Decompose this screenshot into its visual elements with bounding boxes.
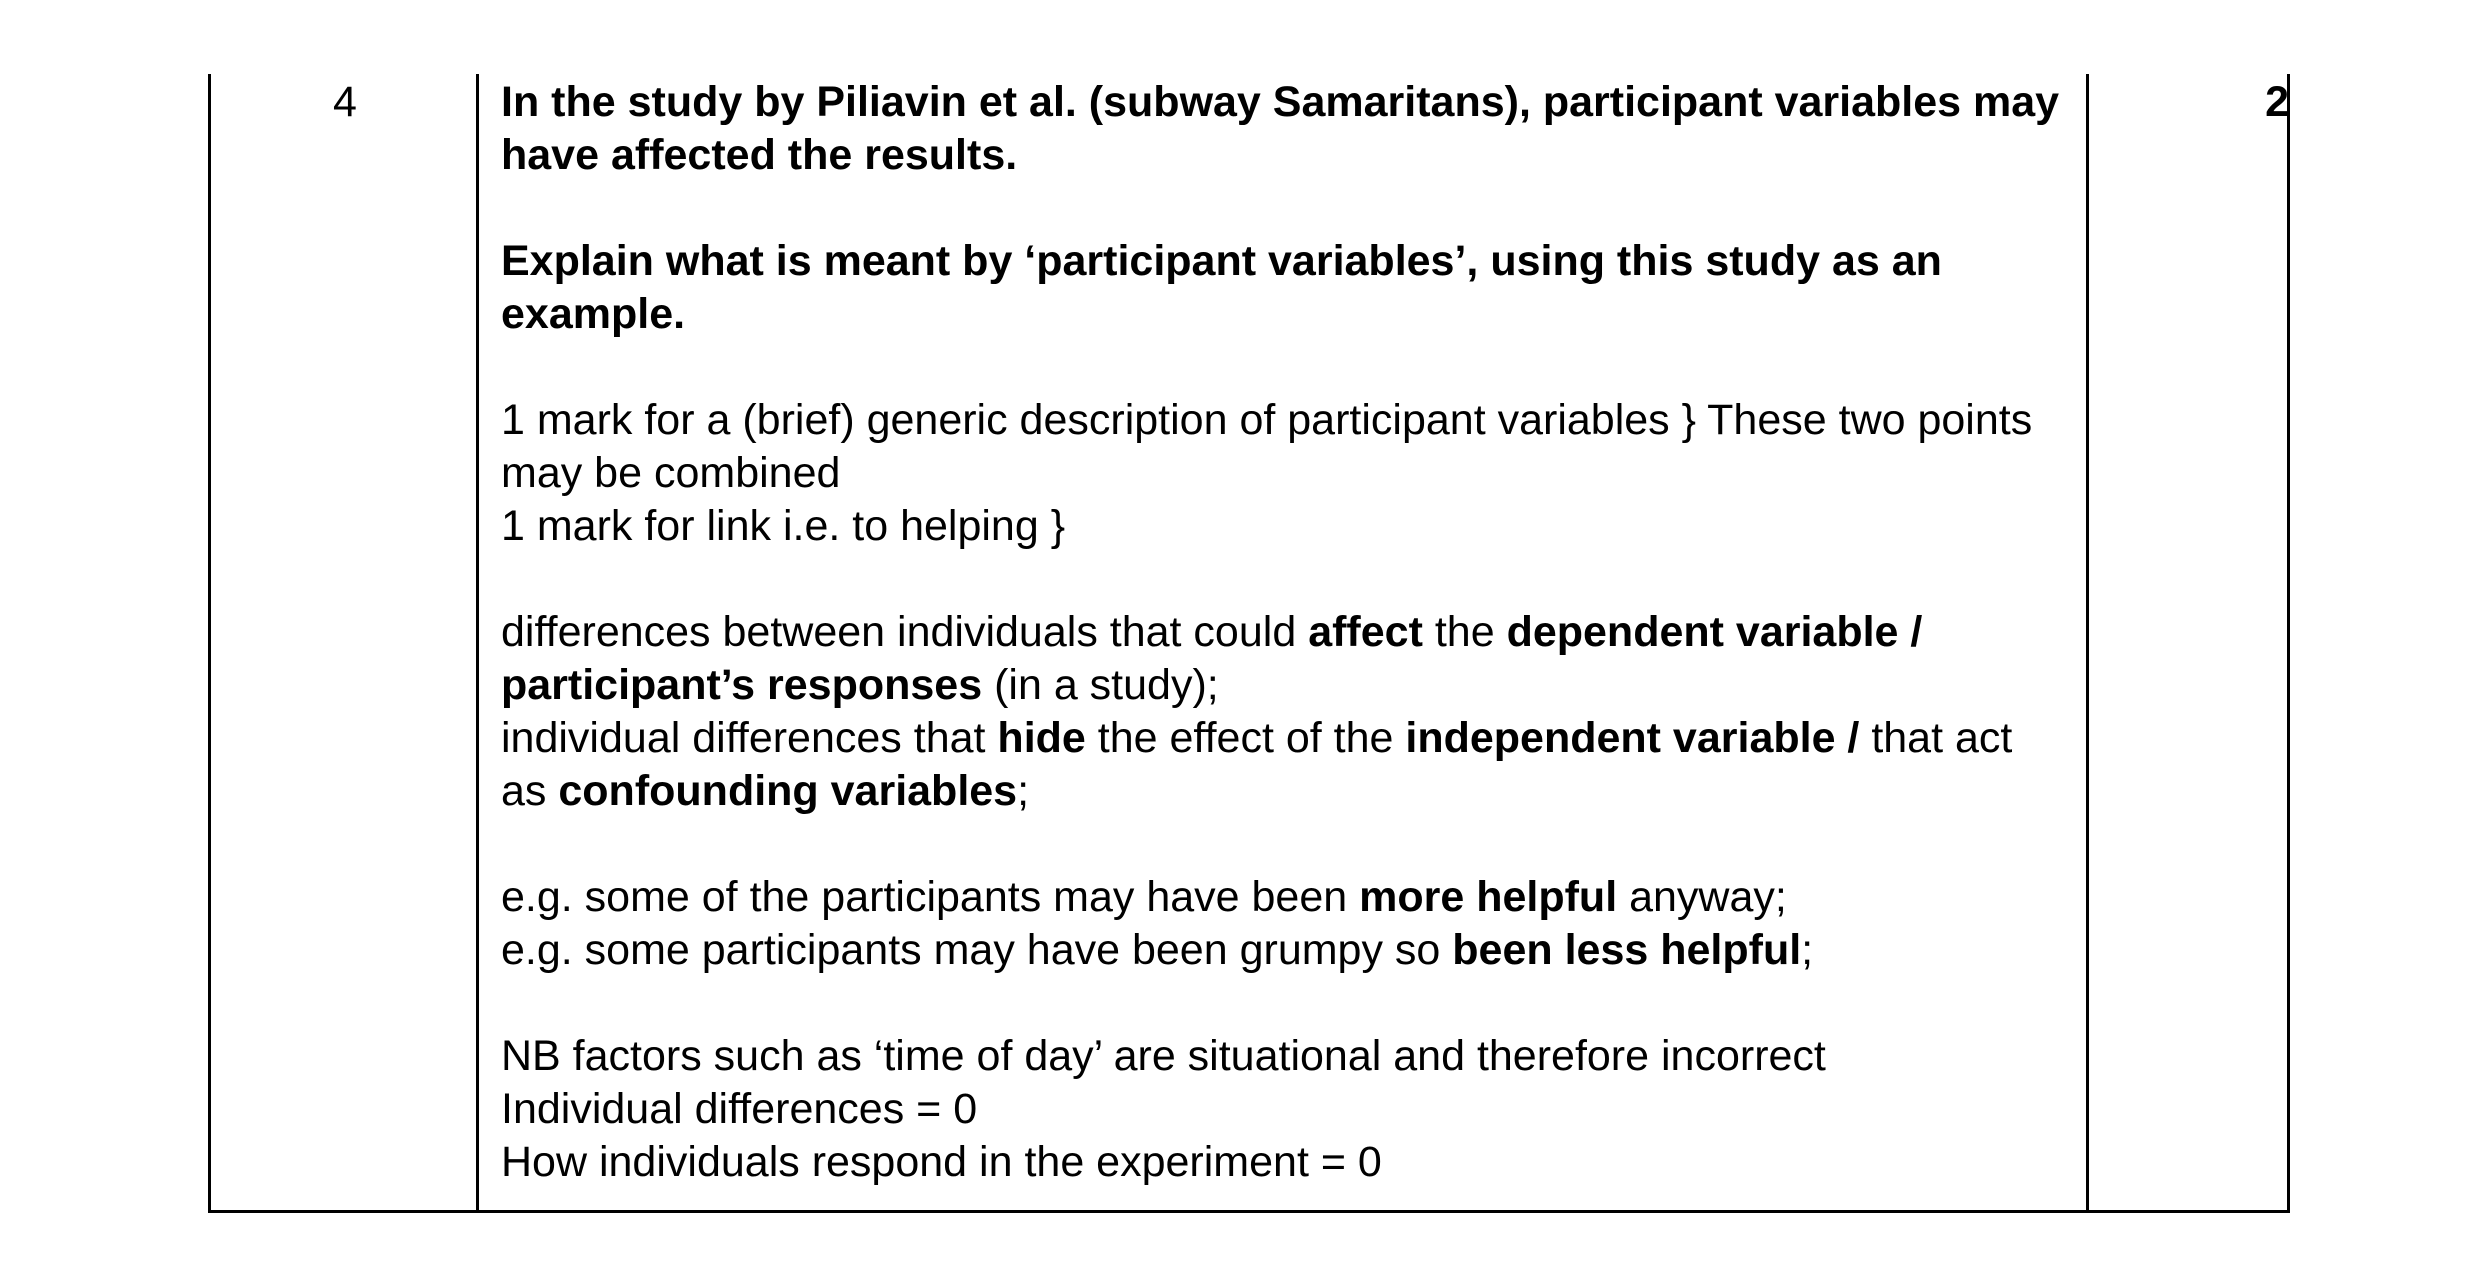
answer-cell (501, 76, 2061, 1189)
criterion-2: 1 mark for link i.e. to helping } (501, 502, 1066, 550)
question-number: 4 (333, 78, 357, 126)
note-zero-2: How individuals respond in the experiment = 0 (501, 1138, 1382, 1186)
answer-point-2: individual differences that hide the effect of the independent variable / that act as confounding variables; (501, 714, 2013, 815)
instruction-text: Explain what is meant by ‘participant variables’, using this study as an example. (501, 237, 1942, 338)
example-1: e.g. some of the participants may have been more helpful anyway; (501, 873, 1787, 921)
question-instruction (501, 235, 2061, 341)
column-divider-2 (2086, 74, 2089, 1210)
note-zero-1: Individual differences = 0 (501, 1085, 978, 1133)
question-text: In the study by Piliavin et al. (subway Samaritans), participant variables may have affected the results. (501, 78, 2060, 179)
note-nb: NB factors such as ‘time of day’ are situational and therefore incorrect (501, 1032, 1826, 1080)
column-divider-1 (476, 74, 479, 1210)
marks-value: 2 (2265, 78, 2289, 126)
example-2: e.g. some participants may have been grumpy so been less helpful; (501, 926, 1814, 974)
answer-point-1: differences between individuals that could affect the dependent variable / participant’s responses (in a study); (501, 608, 1923, 709)
answer-points (501, 606, 2061, 818)
mark-criteria (501, 394, 2061, 553)
question-prompt (501, 76, 2061, 182)
examples (501, 871, 2061, 977)
notes (501, 1030, 2061, 1189)
criterion-1: 1 mark for a (brief) generic description of participant variables } These two points may be combined (501, 396, 2033, 497)
mark-scheme-table (208, 74, 2290, 1213)
